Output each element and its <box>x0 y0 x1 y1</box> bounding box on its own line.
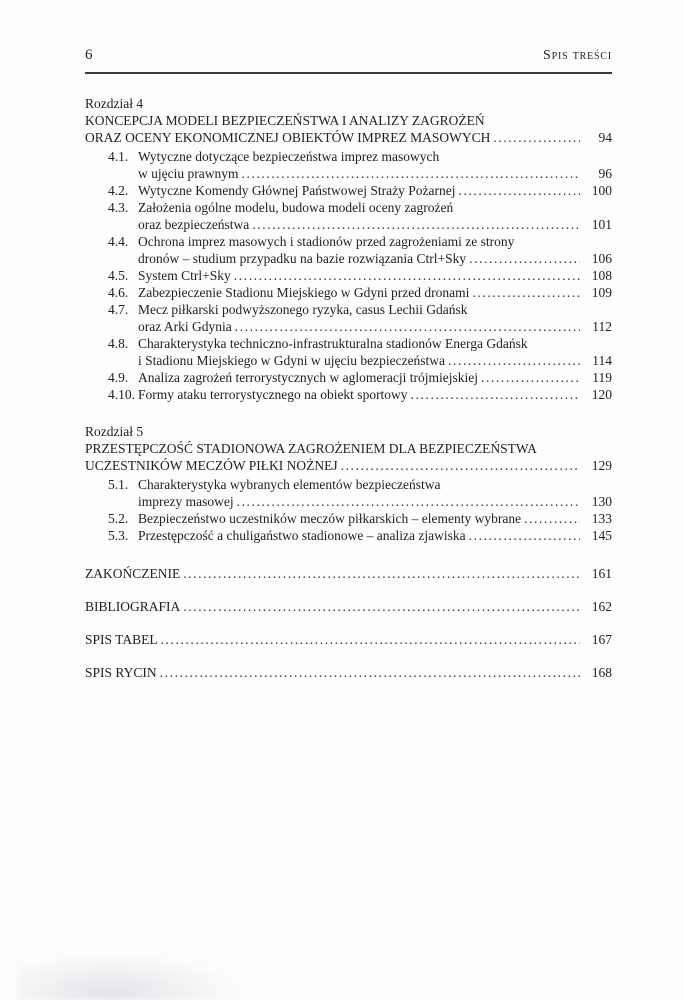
toc-entry-number: 4.2. <box>108 183 129 198</box>
toc-entry-number: 4.6. <box>108 285 129 300</box>
toc-entry-page: 100 <box>591 183 612 198</box>
toc-entry-text: Analiza zagrożeń terrorystycznych w aglomeracji trójmiejskiej <box>138 370 478 385</box>
toc-entry <box>85 233 612 267</box>
toc-entry-line: Ochrona imprez masowych i stadionów przed zagrożeniami ze strony <box>138 234 515 249</box>
toc-entry-row <box>138 284 612 301</box>
toc-entry-number: 4.7. <box>108 302 129 317</box>
toc-entry-number: 4.4. <box>108 234 129 249</box>
toc-entry-page: 133 <box>591 511 612 526</box>
toc-entry-text: dronów – studium przypadku na bazie rozwiązania Ctrl+Sky <box>138 251 467 266</box>
toc-entry-row <box>138 352 612 369</box>
dot-leader <box>234 267 580 284</box>
chapter-title-row <box>85 129 612 146</box>
toc-entry-page: 145 <box>591 528 612 543</box>
backmatter-page: 167 <box>591 632 612 647</box>
dot-leader <box>341 457 580 474</box>
running-head <box>85 47 612 74</box>
toc-entry-row <box>138 165 612 182</box>
dot-leader <box>458 182 580 199</box>
dot-leader <box>160 664 580 681</box>
chapter-label: Rozdział 4 <box>85 96 144 111</box>
toc-entry-page: 101 <box>591 217 612 232</box>
dot-leader <box>493 129 580 146</box>
toc-entry-number: 4.9. <box>108 370 129 385</box>
table-of-contents <box>85 95 612 681</box>
toc-entry-text: Formy ataku terrorystycznego na obiekt sportowy <box>138 387 408 402</box>
toc-entry <box>85 284 612 301</box>
toc-entry <box>85 527 612 544</box>
backmatter-text: SPIS TABEL <box>85 632 158 647</box>
toc-entry-row <box>138 216 612 233</box>
toc-entry-row <box>138 386 612 403</box>
toc-entry-row <box>138 369 612 386</box>
scan-smudge-artifact <box>18 952 248 1000</box>
toc-entry-text: Bezpieczeństwo uczestników meczów piłkarskich – elementy wybrane <box>138 511 522 526</box>
toc-entry <box>85 510 612 527</box>
chapter-title-line: PRZESTĘPCZOŚĆ STADIONOWA ZAGROŻENIEM DLA BEZPIECZEŃSTWA <box>85 441 537 456</box>
dot-leader <box>237 493 580 510</box>
backmatter-text: BIBLIOGRAFIA <box>85 599 181 614</box>
dot-leader <box>235 318 580 335</box>
toc-entry-text: w ujęciu prawnym <box>138 166 239 181</box>
dot-leader <box>411 386 580 403</box>
chapter-title-line: KONCEPCJA MODELI BEZPIECZEŃSTWA I ANALIZY ZAGROŻEŃ <box>85 113 485 128</box>
toc-entry-line: Założenia ogólne modelu, budowa modeli oceny zagrożeń <box>138 200 454 215</box>
toc-entry <box>85 148 612 182</box>
dot-leader <box>524 510 580 527</box>
toc-entry-row <box>138 493 612 510</box>
backmatter-page: 168 <box>591 665 612 680</box>
toc-entry-line: Charakterystyka techniczno-infrastrukturalna stadionów Energa Gdańsk <box>138 336 528 351</box>
chapter-title-page: 129 <box>591 458 612 473</box>
toc-entry <box>85 182 612 199</box>
toc-entry-page: 130 <box>591 494 612 509</box>
toc-entry-row <box>138 527 612 544</box>
backmatter-text: SPIS RYCIN <box>85 665 157 680</box>
backmatter-row <box>85 598 612 615</box>
chapter-title-page: 94 <box>598 130 612 145</box>
chapter-entries <box>85 476 612 544</box>
toc-entry-line: Mecz piłkarski podwyższonego ryzyka, casus Lechii Gdańsk <box>138 302 468 317</box>
backmatter-row <box>85 631 612 648</box>
toc-chapter <box>85 423 612 544</box>
toc-entry-page: 114 <box>592 353 612 368</box>
toc-entry-text: imprezy masowej <box>138 494 234 509</box>
toc-entry <box>85 369 612 386</box>
toc-entry-number: 4.5. <box>108 268 129 283</box>
backmatter-page: 161 <box>591 566 612 581</box>
toc-entry-text: i Stadionu Miejskiego w Gdyni w ujęciu bezpieczeństwa <box>138 353 446 368</box>
dot-leader <box>241 165 580 182</box>
toc-entry-row <box>138 318 612 335</box>
dot-leader <box>252 216 580 233</box>
toc-entry-row <box>138 510 612 527</box>
page-content <box>85 0 612 681</box>
toc-entry-number: 4.3. <box>108 200 129 215</box>
chapter-label: Rozdział 5 <box>85 424 144 439</box>
toc-chapters <box>85 95 612 544</box>
backmatter-row <box>85 664 612 681</box>
toc-entry-page: 112 <box>592 319 612 334</box>
toc-entry-text: oraz bezpieczeństwa <box>138 217 250 232</box>
dot-leader <box>469 250 580 267</box>
toc-backmatter <box>85 565 612 681</box>
toc-entry-page: 106 <box>591 251 612 266</box>
toc-entry-row <box>138 182 612 199</box>
toc-entry-page: 120 <box>591 387 612 402</box>
toc-entry-page: 119 <box>592 370 612 385</box>
backmatter-row <box>85 565 612 582</box>
toc-entry <box>85 301 612 335</box>
page-number-folio: 6 <box>85 47 93 63</box>
chapter-title-text: UCZESTNIKÓW MECZÓW PIŁKI NOŻNEJ <box>85 458 338 473</box>
toc-entry-text: System Ctrl+Sky <box>138 268 231 283</box>
toc-entry-number: 4.10. <box>108 387 135 402</box>
toc-entry-row <box>138 250 612 267</box>
toc-entry <box>85 199 612 233</box>
toc-entry-line: Wytyczne dotyczące bezpieczeństwa imprez masowych <box>138 149 440 164</box>
dot-leader <box>161 631 580 648</box>
dot-leader <box>481 369 580 386</box>
toc-entry <box>85 335 612 369</box>
toc-entry <box>85 267 612 284</box>
toc-entry-page: 109 <box>591 285 612 300</box>
backmatter-page: 162 <box>591 599 612 614</box>
chapter-title-text: ORAZ OCENY EKONOMICZNEJ OBIEKTÓW IMPREZ MASOWYCH <box>85 130 491 145</box>
toc-chapter <box>85 95 612 403</box>
toc-entry-number: 5.2. <box>108 511 129 526</box>
chapter-title-row <box>85 457 612 474</box>
chapter-entries <box>85 148 612 403</box>
toc-entry-text: Przestępczość a chuligaństwo stadionowe – analiza zjawiska <box>138 528 466 543</box>
dot-leader <box>472 284 580 301</box>
toc-entry-number: 5.3. <box>108 528 129 543</box>
toc-entry-page: 108 <box>591 268 612 283</box>
toc-entry-text: oraz Arki Gdynia <box>138 319 232 334</box>
toc-entry-text: Wytyczne Komendy Głównej Państwowej Straży Pożarnej <box>138 183 456 198</box>
backmatter-text: ZAKOŃCZENIE <box>85 566 181 581</box>
toc-entry <box>85 386 612 403</box>
toc-entry-number: 4.1. <box>108 149 129 164</box>
toc-entry-number: 5.1. <box>108 477 129 492</box>
dot-leader <box>448 352 580 369</box>
running-title: Spis treści <box>543 48 612 63</box>
toc-entry-row <box>138 267 612 284</box>
dot-leader <box>183 565 580 582</box>
toc-entry-number: 4.8. <box>108 336 129 351</box>
toc-entry-page: 96 <box>598 166 612 181</box>
dot-leader <box>469 527 580 544</box>
toc-entry-line: Charakterystyka wybranych elementów bezpieczeństwa <box>138 477 441 492</box>
toc-entry-text: Zabezpieczenie Stadionu Miejskiego w Gdyni przed dronami <box>138 285 470 300</box>
toc-entry <box>85 476 612 510</box>
dot-leader <box>183 598 580 615</box>
